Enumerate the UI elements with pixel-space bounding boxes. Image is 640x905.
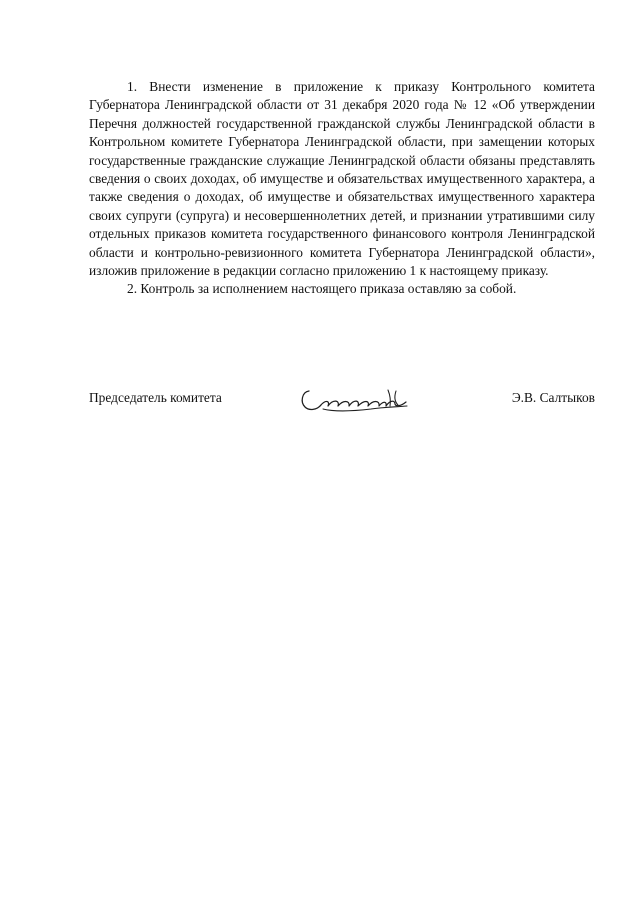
handwritten-signature [297,382,413,414]
signatory-name: Э.В. Салтыков [511,390,595,405]
signatory-title: Председатель комитета [89,390,222,405]
signature-block [89,382,595,418]
paragraph-1: 1. Внести изменение в приложение к приказу Контрольного комитета Губернатора Ленинградской области от 31 декабря 2020 года № 12 «Об утверждении Перечня должностей государственной гражданской службы Ленинградской области в Контрольном комитете Губернатора Ленинградской области, при замещении которых государственные гражданские служащие Ленинградской области обязаны представлять сведения о своих доходах, об имуществе и обязательствах имущественного характера, а также сведения о доходах, об имуществе и обязательствах имущественного характера своих супруги (супруга) и несовершеннолетних детей, и признании утратившими силу отдельных приказов комитета государственного финансового контроля Ленинградской области и контрольно-ревизионного комитета Губернатора Ленинградской области», изложив приложение в редакции согласно приложению 1 к настоящему приказу. [89,79,595,279]
document-body [89,78,595,299]
paragraph-2: 2. Контроль за исполнением настоящего приказа оставляю за собой. [127,281,517,297]
